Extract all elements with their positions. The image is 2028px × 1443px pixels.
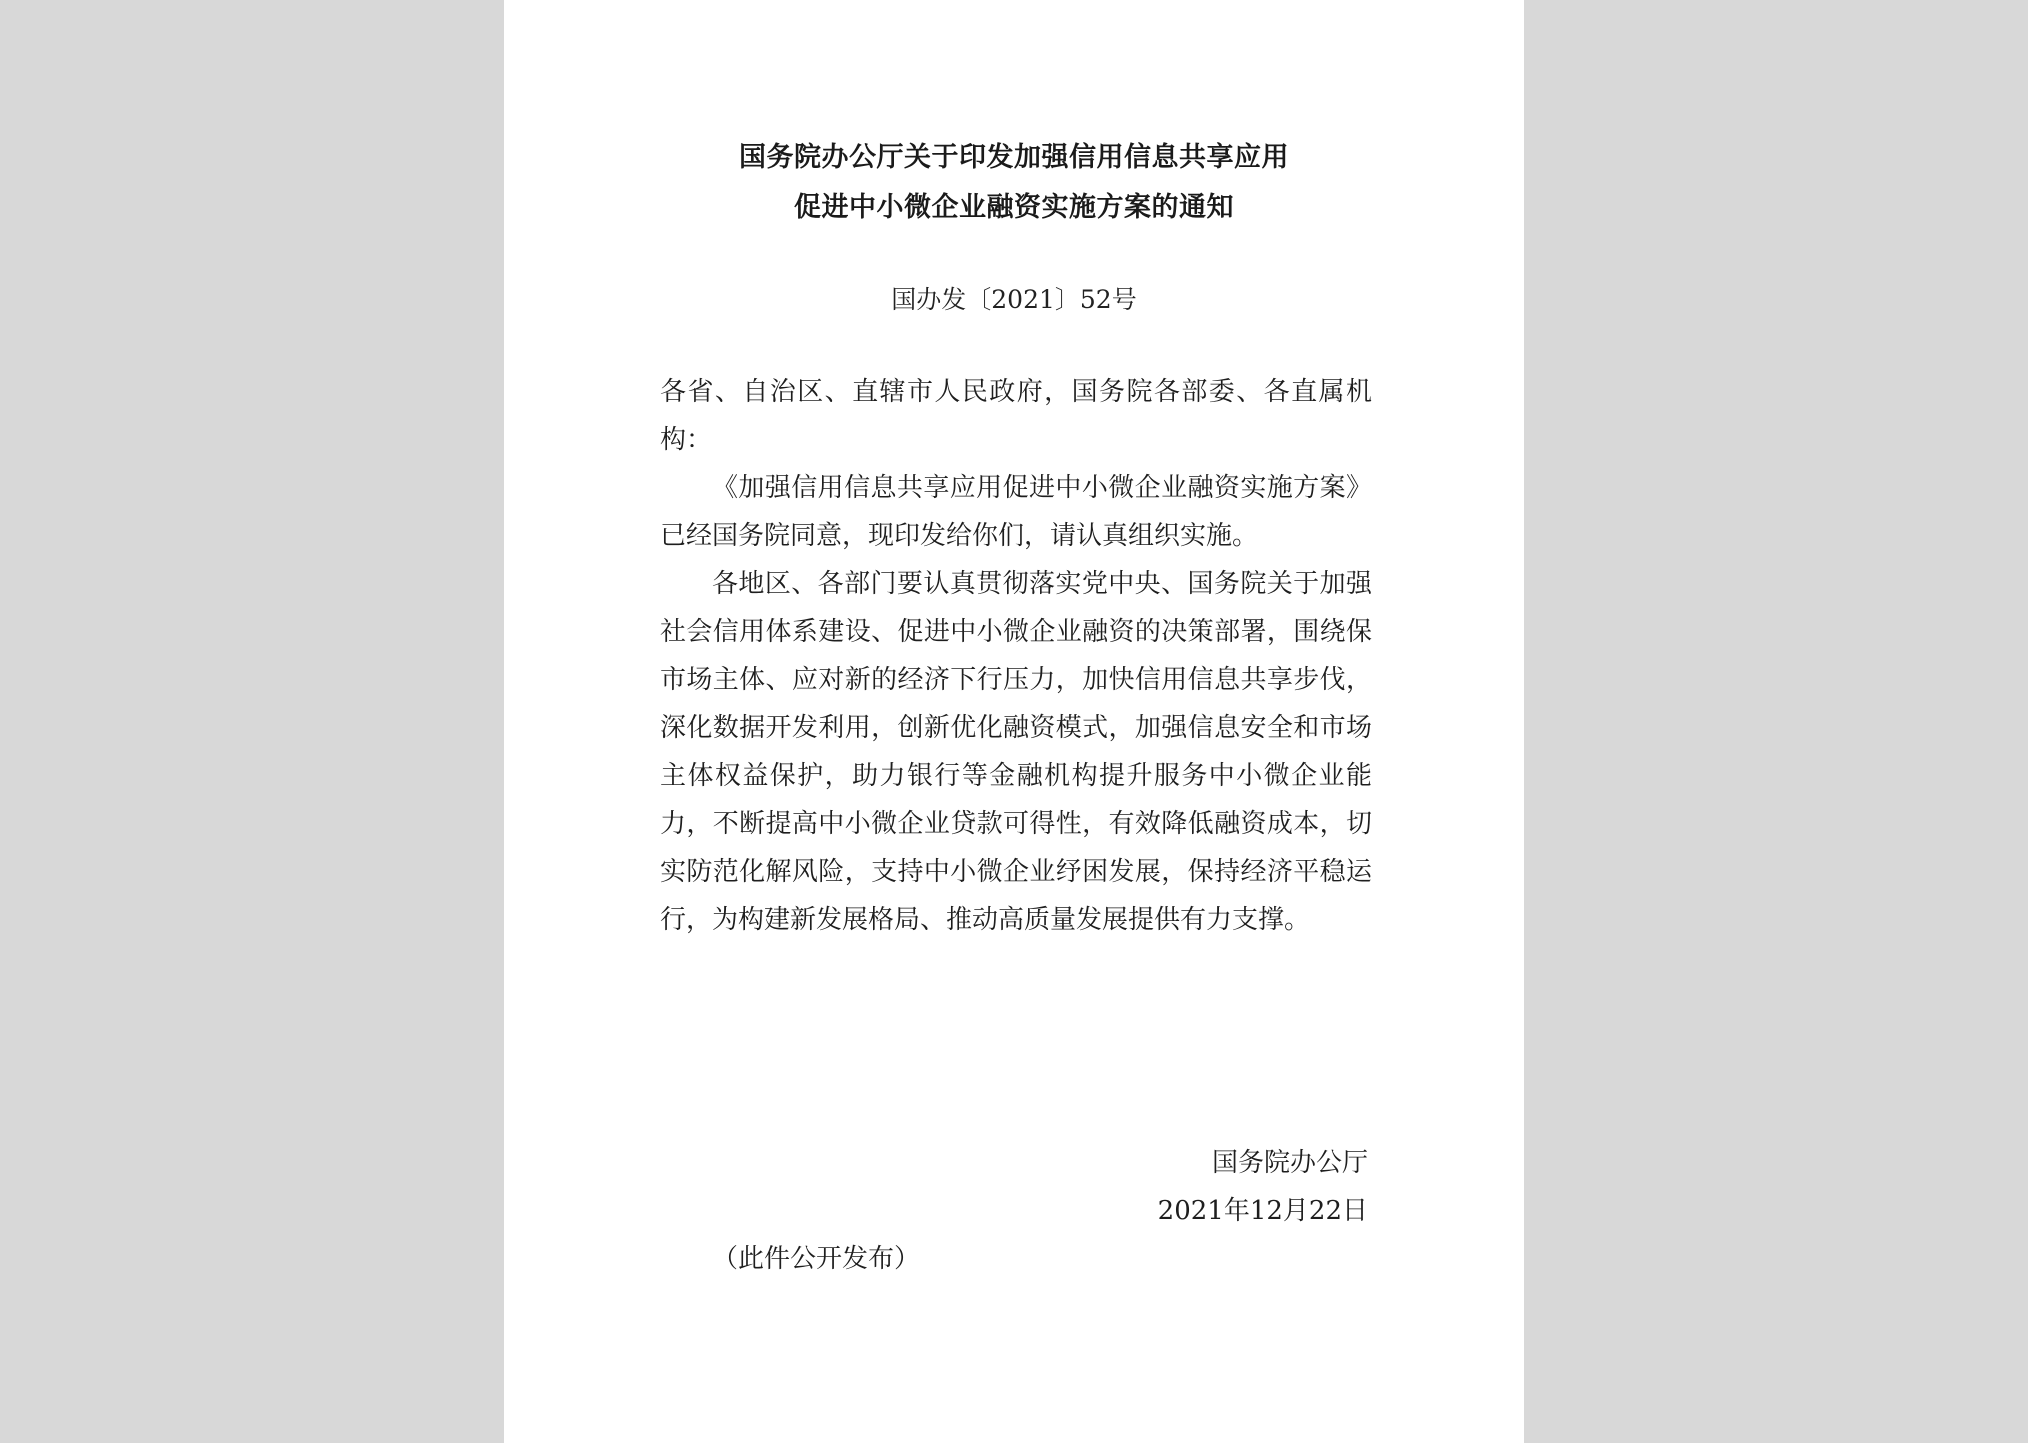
publication-note: （此件公开发布） bbox=[712, 1244, 921, 1274]
document-title-line-2: 促进中小微企业融资实施方案的通知 bbox=[794, 192, 1234, 223]
signature-organization: 国务院办公厅 bbox=[1211, 1148, 1368, 1178]
signature-date: 2021年12月22日 bbox=[1157, 1196, 1368, 1226]
document-title-line-1: 国务院办公厅关于印发加强信用信息共享应用 bbox=[739, 142, 1289, 173]
salutation: 各省、自治区、直辖市人民政府，国务院各部委、各直属机构： bbox=[660, 377, 1372, 455]
document-number: 国办发〔2021〕52号 bbox=[891, 285, 1137, 314]
document-page bbox=[504, 0, 1524, 1443]
paragraph-1: 《加强信用信息共享应用促进中小微企业融资实施方案》已经国务院同意，现印发给你们，请认真组织实施。 bbox=[660, 473, 1372, 551]
paragraph-2: 各地区、各部门要认真贯彻落实党中央、国务院关于加强社会信用体系建设、促进中小微企业融资的决策部署，围绕保市场主体、应对新的经济下行压力，加快信用信息共享步伐，深化数据开发利用，创新优化融资模式，加强信息安全和市场主体权益保护，助力银行等金融机构提升服务中小微企业能力，不断提高中小微企业贷款可得性，有效降低融资成本，切实防范化解风险，支持中小微企业纾困发展，保持经济平稳运行，为构建新发展格局、推动高质量发展提供有力支撑。 bbox=[660, 569, 1372, 935]
